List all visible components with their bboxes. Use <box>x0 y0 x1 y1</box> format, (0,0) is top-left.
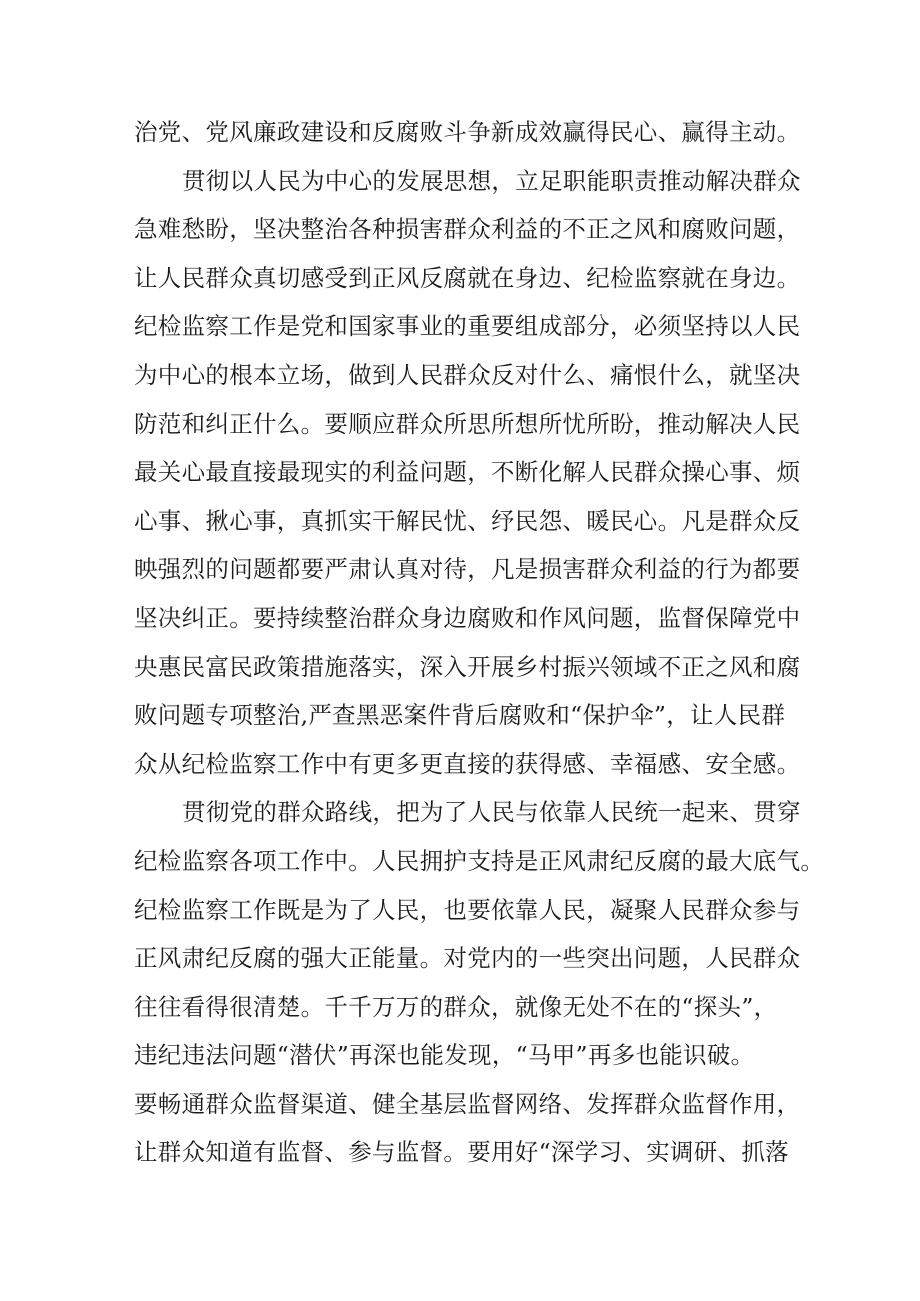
text-line: 纪检监察各项工作中。人民拥护支持是正风肃纪反腐的最大底气。 <box>134 846 825 875</box>
text-line: 坚决纠正。要持续整治群众身边腐败和作风问题，监督保障党中 <box>134 603 801 632</box>
paragraph-start-line: 贯彻党的群众路线，把为了人民与依靠人民统一起来、贯穿 <box>182 798 801 827</box>
text-line: 急难愁盼，坚决整治各种损害群众利益的不正之风和腐败问题， <box>134 215 801 244</box>
text-line: 防范和纠正什么。要顺应群众所思所想所忧所盼，推动解决人民 <box>134 409 801 438</box>
text-line: 违纪违法问题“潜伏”再深也能发现，“马甲”再多也能识破。 <box>134 1041 755 1070</box>
text-line: 治党、党风廉政建设和反腐败斗争新成效赢得民心、赢得主动。 <box>134 118 801 146</box>
text-line: 往往看得很清楚。千千万万的群众，就像无处不在的“探头”， <box>134 992 778 1021</box>
text-line: 为中心的根本立场，做到人民群众反对什么、痛恨什么，就坚决 <box>134 360 801 389</box>
text-line: 央惠民富民政策措施落实，深入开展乡村振兴领域不正之风和腐 <box>134 652 801 681</box>
text-line: 正风肃纪反腐的强大正能量。对党内的一些突出问题，人民群众 <box>134 944 801 973</box>
text-line: 纪检监察工作是党和国家事业的重要组成部分，必须坚持以人民 <box>134 312 801 341</box>
text-line: 要畅通群众监督渠道、健全基层监督网络、发挥群众监督作用， <box>134 1089 801 1118</box>
text-line: 让群众知道有监督、参与监督。要用好“深学习、实调研、抓落 <box>134 1138 789 1167</box>
paragraph-start-line: 贯彻以人民为中心的发展思想，立足职能职责推动解决群众 <box>182 166 801 195</box>
text-line: 映强烈的问题都要严肃认真对待，凡是损害群众利益的行为都要 <box>134 555 801 584</box>
text-line: 心事、揪心事，真抓实干解民忧、纾民怨、暖民心。凡是群众反 <box>134 506 801 535</box>
text-line: 让人民群众真切感受到正风反腐就在身边、纪检监察就在身边。 <box>134 263 801 292</box>
body-text <box>134 108 825 1177</box>
text-line: 纪检监察工作既是为了人民，也要依靠人民，凝聚人民群众参与 <box>134 895 801 924</box>
text-line: 众从纪检监察工作中有更多更直接的获得感、幸福感、安全感。 <box>134 749 801 778</box>
text-line: 败问题专项整治,严查黑恶案件背后腐败和“保护伞”，让人民群 <box>134 701 786 730</box>
text-line: 最关心最直接最现实的利益问题，不断化解人民群众操心事、烦 <box>134 458 801 487</box>
